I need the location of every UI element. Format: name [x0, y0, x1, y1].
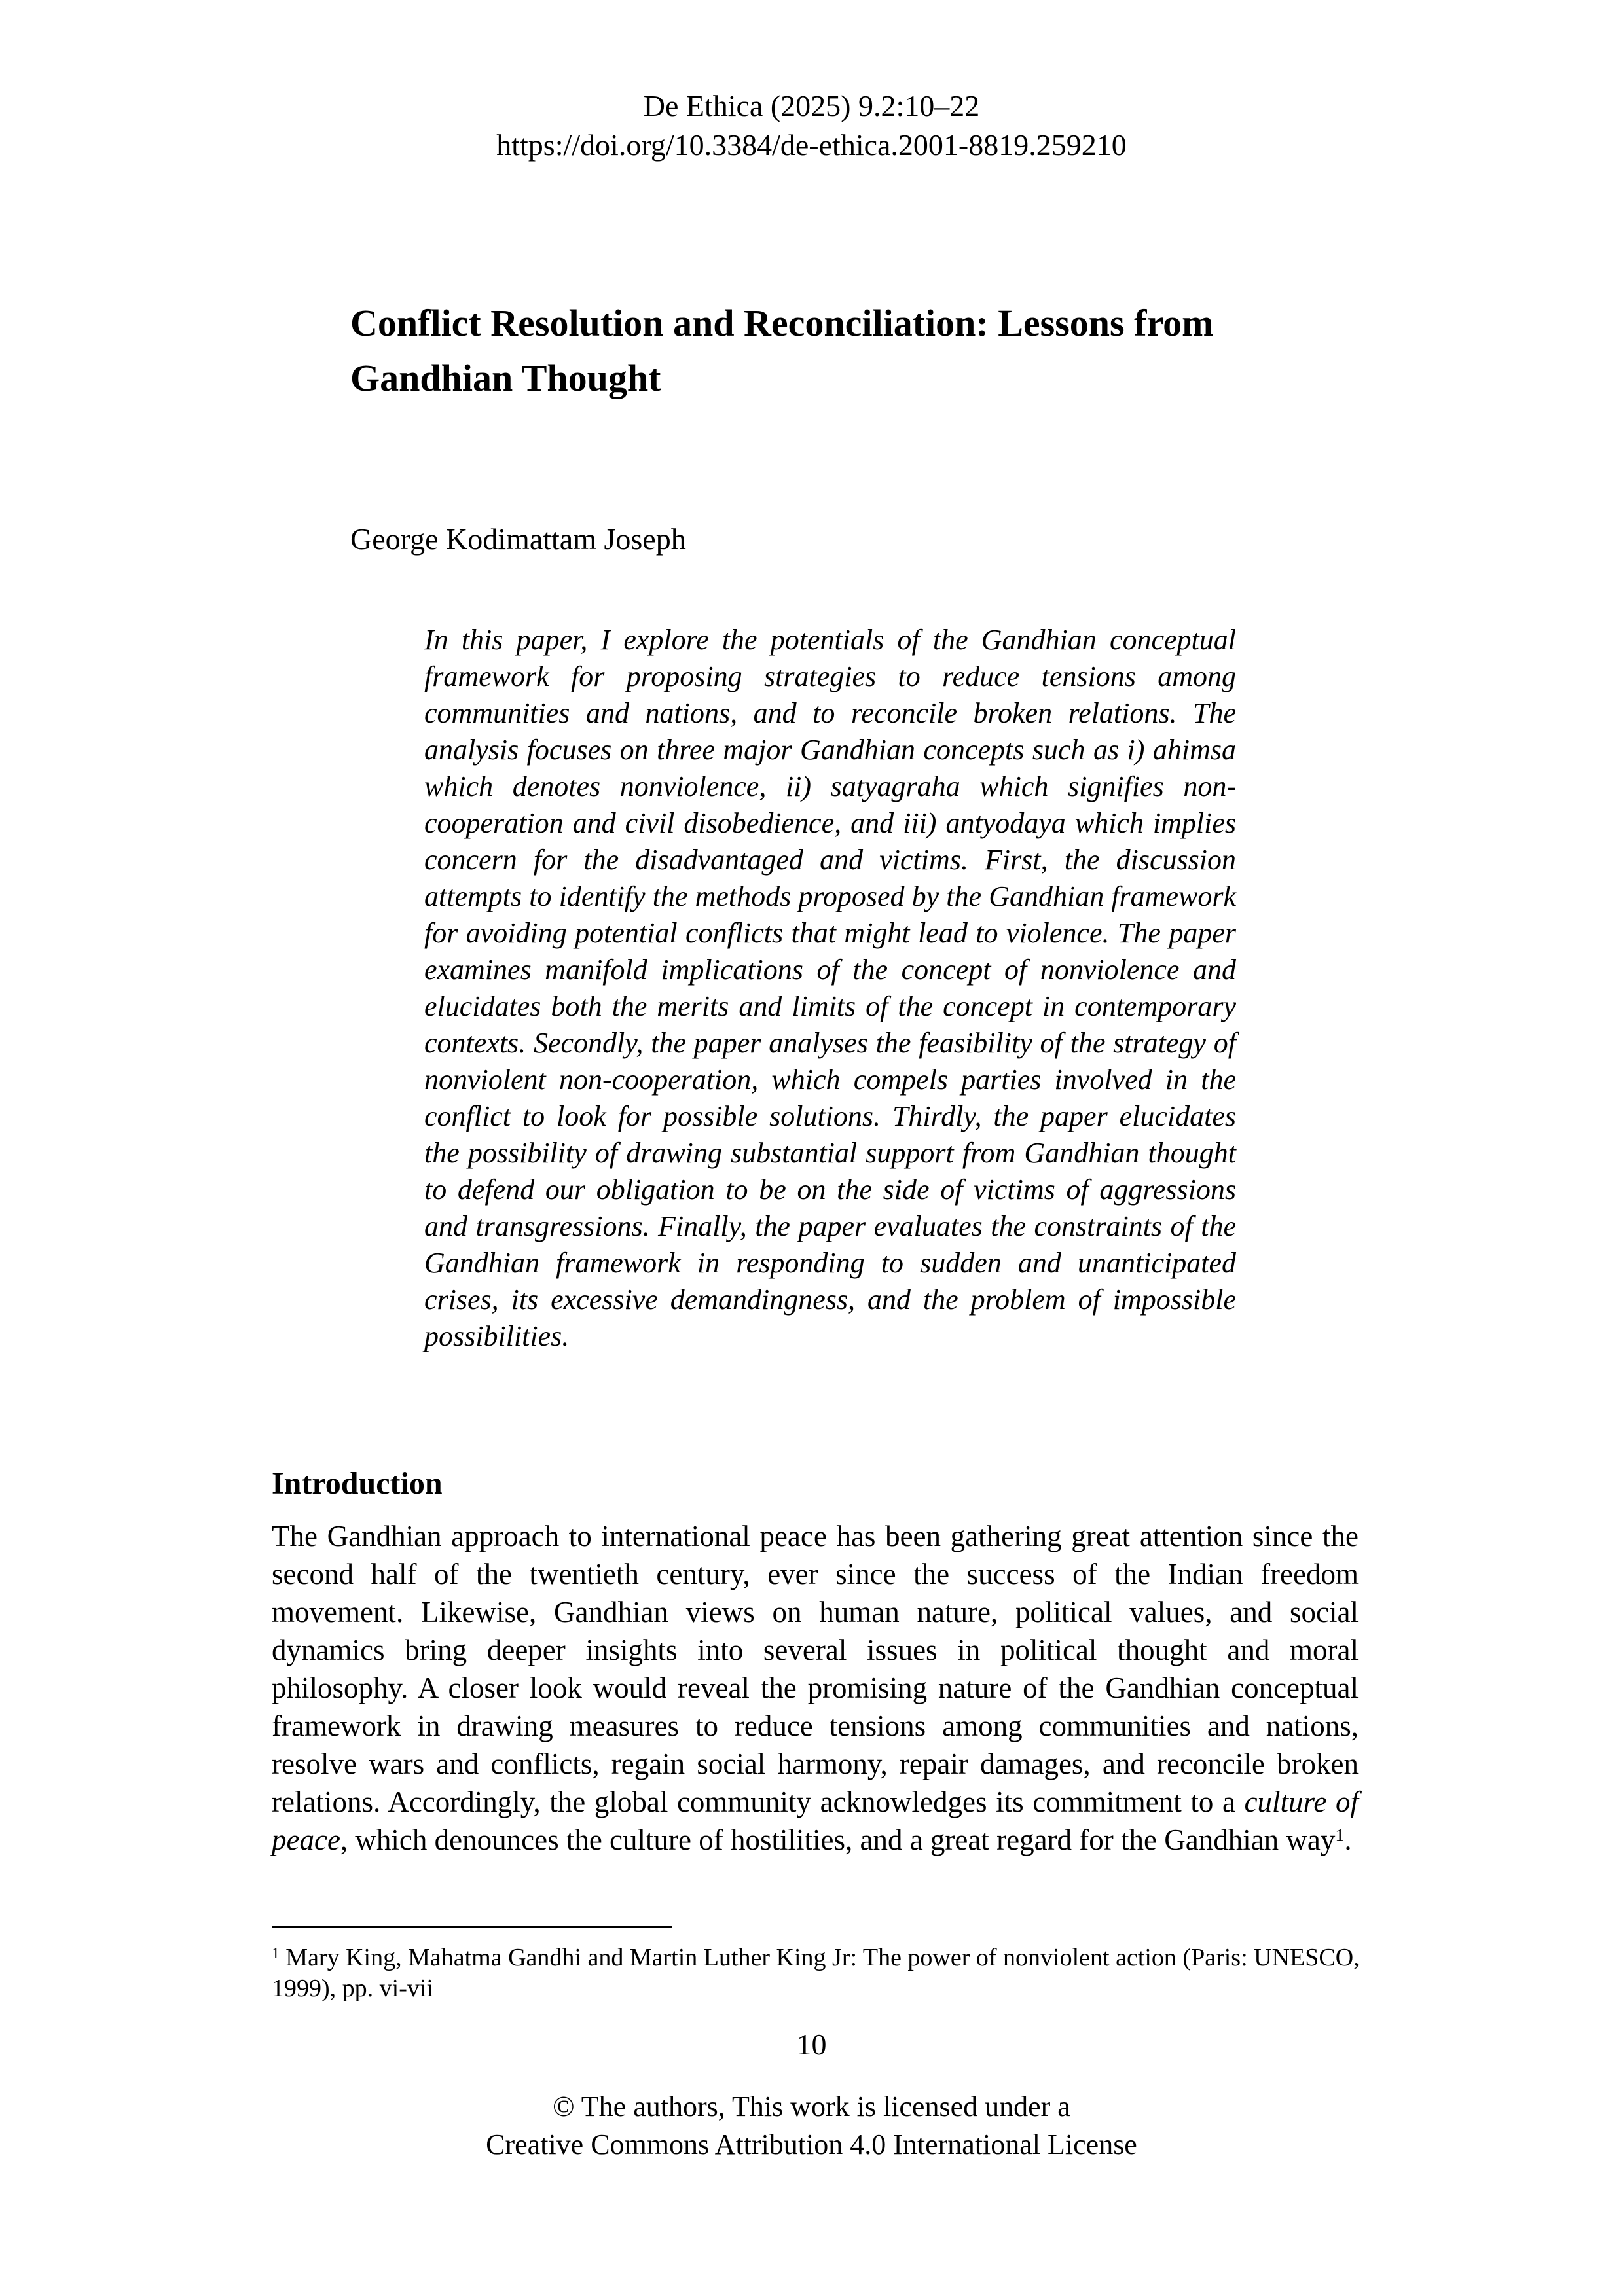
page-number: 10 [796, 2028, 827, 2061]
journal-citation-line: De Ethica (2025) 9.2:10–22 [643, 89, 980, 122]
paper-title: Conflict Resolution and Reconciliation: Lessons from Gandhian Thought [350, 302, 1214, 399]
license-footer [0, 2088, 1623, 2164]
text-segment: 1 [272, 1945, 280, 1963]
text-segment: 1 [1335, 1825, 1345, 1846]
footnote-separator-rule [272, 1926, 672, 1928]
doi-line: https://doi.org/10.3384/de-ethica.2001-8819.259210 [496, 128, 1127, 162]
text-segment: . [1344, 1823, 1352, 1856]
section-heading-introduction: Introduction [272, 1466, 443, 1501]
text-segment: Mary King, Mahatma Gandhi and Martin Luther King Jr: The power of nonviolent action (Paris: UNESCO, 1999), pp. vi-vii [272, 1944, 1360, 2002]
journal-header [0, 86, 1623, 165]
footnote [272, 1943, 1362, 2004]
text-segment: The Gandhian approach to international peace has been gathering great attention since the second half of the twentieth century, ever since the success of the Indian freedom movement. Likewise, Gandhian views on human nature, political values, and social dynamics bring deeper insights into several issues in political thought and moral philosophy. A closer look would reveal the promising nature of the Gandhian conceptual framework in drawing measures to reduce tensions among communities and nations, resolve wars and conflicts, regain social harmony, repair damages, and reconcile broken relations. Accordingly, the global community acknowledges its commitment to a [272, 1520, 1359, 1818]
license-footer-line2: Creative Commons Attribution 4.0 International License [486, 2128, 1137, 2161]
abstract-text: In this paper, I explore the potentials of the Gandhian conceptual framework for proposing strategies to reduce tensions among communities and nations, and to reconcile broken relations. The analysis focuses on three major Gandhian concepts such as i) ahimsa which denotes nonviolence, ii) satyagraha which signifies non-cooperation and civil disobedience, and iii) antyodaya which implies concern for the disadvantaged and victims. First, the discussion attempts to identify the methods proposed by the Gandhian framework for avoiding potential conflicts that might lead to violence. The paper examines manifold implications of the concept of nonviolence and elucidates both the merits and limits of the concept in contemporary contexts. Secondly, the paper analyses the feasibility of the strategy of nonviolent non-cooperation, which compels parties involved in the conflict to look for possible solutions. Thirdly, the paper elucidates the possibility of drawing substantial support from Gandhian thought to defend our obligation to be on the side of victims of aggressions and transgressions. Finally, the paper evaluates the constraints of the Gandhian framework in responding to sudden and unanticipated crises, its excessive demandingness, and the problem of impossible possibilities. [424, 624, 1236, 1352]
text-segment: culture of peace [272, 1785, 1359, 1856]
introduction-paragraph [272, 1517, 1359, 1859]
license-footer-line1: © The authors, This work is licensed under a [553, 2090, 1070, 2123]
text-segment: , which denounces the culture of hostilities, and a great regard for the Gandhian way [340, 1823, 1336, 1856]
author-name: George Kodimattam Joseph [350, 522, 686, 556]
